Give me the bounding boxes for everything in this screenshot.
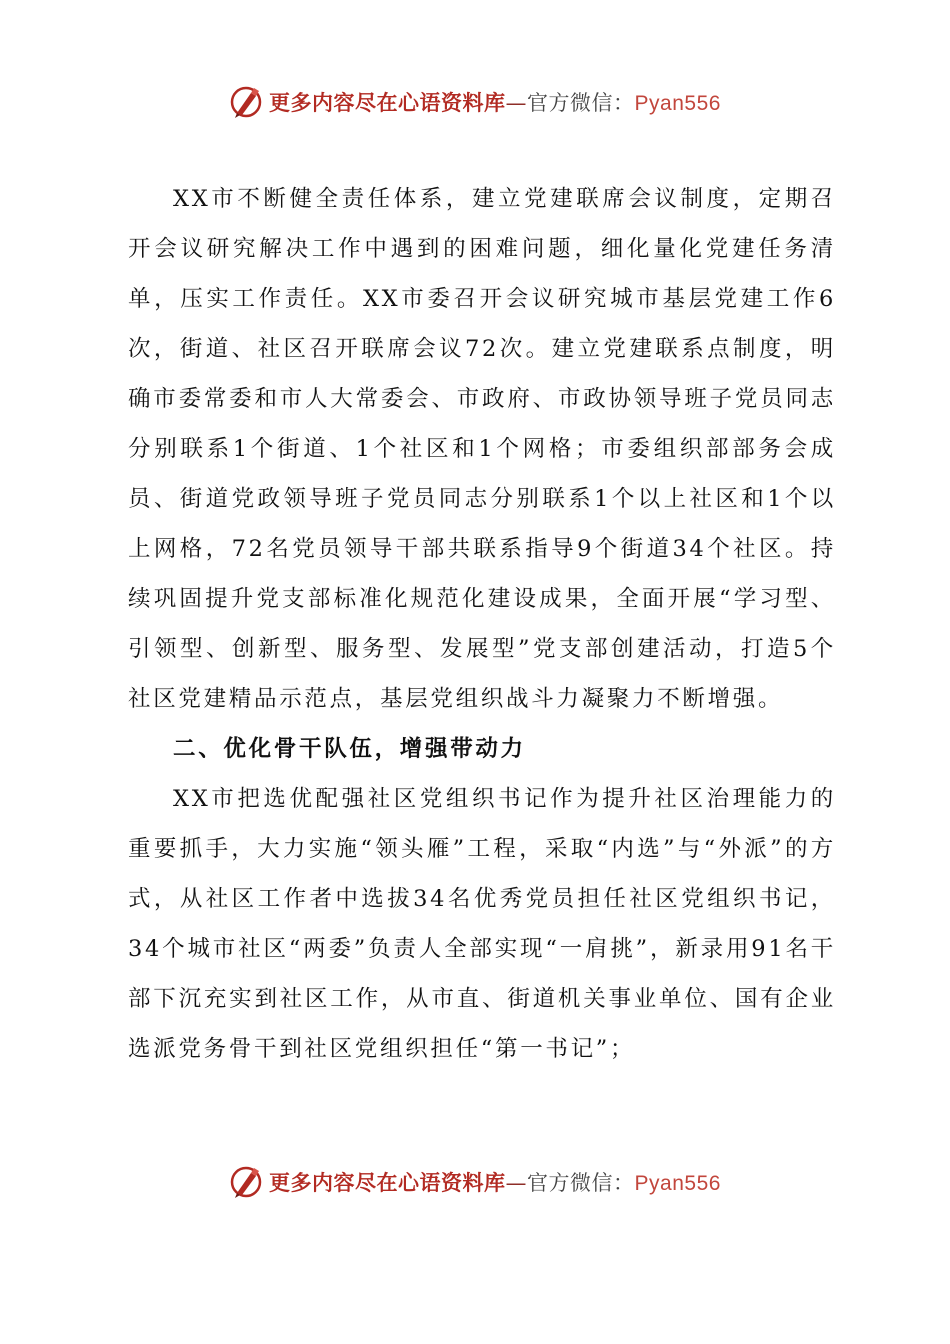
watermark-wechat-label: 官方微信： <box>527 91 635 115</box>
watermark-wechat-label: 官方微信： <box>527 1171 635 1195</box>
section-heading-2: 二、优化骨干队伍，增强带动力 <box>173 736 526 762</box>
pen-logo-icon <box>229 84 265 120</box>
document-body <box>128 174 836 1074</box>
pen-logo-icon <box>229 1164 265 1200</box>
watermark-dash: — <box>505 1171 528 1195</box>
paragraph-backbone-team: XX市把选优配强社区党组织书记作为提升社区治理能力的重要抓手，大力实施“领头雁”工程，采取“内选”与“外派”的方式，从社区工作者中选拔34名优秀党员担任社区党组织书记，34个城市社区“两委”负责人全部实现“一肩挑”，新录用91名干部下沉充实到社区工作，从市直、街道机关事业单位、国有企业选派党务骨干到社区党组织担任“第一书记”； <box>128 786 836 1062</box>
footer-watermark <box>0 1162 950 1202</box>
watermark-library-text: 更多内容尽在心语资料库 <box>269 1171 506 1195</box>
watermark-wechat-id: Pyan556 <box>634 92 721 115</box>
watermark-wechat-id: Pyan556 <box>634 1172 721 1195</box>
watermark-library-text: 更多内容尽在心语资料库 <box>269 91 506 115</box>
header-watermark <box>0 82 950 122</box>
watermark-dash: — <box>505 91 528 115</box>
paragraph-responsibility-system: XX市不断健全责任体系，建立党建联席会议制度，定期召开会议研究解决工作中遇到的困难问题，细化量化党建任务清单，压实工作责任。XX市委召开会议研究城市基层党建工作6次，街道、社区召开联席会议72次。建立党建联系点制度，明确市委常委和市人大常委会、市政府、市政协领导班子党员同志分别联系1个街道、1个社区和1个网格；市委组织部部务会成员、街道党政领导班子党员同志分别联系1个以上社区和1个以上网格，72名党员领导干部共联系指导9个街道34个社区。持续巩固提升党支部标准化规范化建设成果，全面开展“学习型、引领型、创新型、服务型、发展型”党支部创建活动，打造5个社区党建精品示范点，基层党组织战斗力凝聚力不断增强。 <box>128 186 836 712</box>
